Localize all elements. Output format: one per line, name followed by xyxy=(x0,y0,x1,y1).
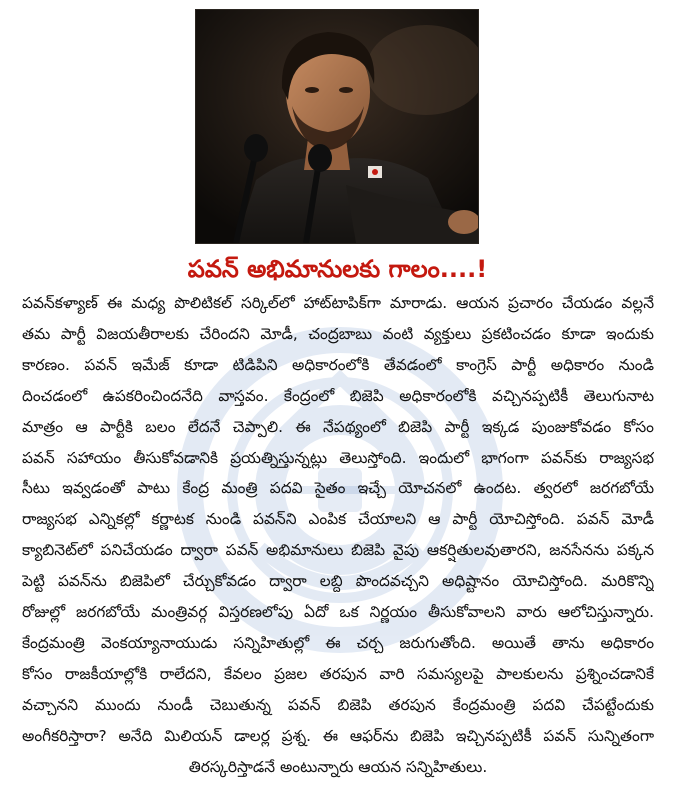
speaker-photo xyxy=(196,10,478,243)
body-line: అంగీకరిస్తారా? అనేది మిలియన్ డాలర్ల ప్రశ్న. ఈ ఆఫర్‌ను బిజెపి ఇచ్చినప్పటికీ పవన్ సున్నితంగా xyxy=(22,726,654,745)
body-line: పవన్‌కళ్యాణ్ ఈ మధ్య పొలిటికల్ సర్కిల్‌లో హాట్‌టాపిక్‌గా మారాడు. ఆయన ప్రచారం చేయడం వల్లనే xyxy=(22,294,654,312)
body-line: తిరస్కరిస్తాడనే అంటున్నారు ఆయన సన్నిహితులు. xyxy=(188,757,488,776)
article-body xyxy=(22,288,654,783)
body-line: పవన్ సహాయం తీసుకోవడానికి ప్రయత్నిస్తున్నట్లు తెలుస్తోంది. ఇందులో భాగంగా పవన్‌కు రాజ్యసభ xyxy=(22,448,654,467)
body-line: కోసం రాజకీయాల్లోకి రాలేదని, కేవలం ప్రజల తరపున వారి సమస్యలపై పాలకులను ప్రశ్నించడానికే xyxy=(22,664,654,683)
body-line: రోజుల్లో జరగబోయే మంత్రివర్గ విస్తరణలోపు ఏదో ఒక నిర్ణయం తీసుకోవాలని వారు ఆలోచిస్తున్నారు. xyxy=(22,603,654,622)
body-line: మాత్రం ఆ పార్టీకి బలం లేదనే చెప్పాలి. ఈ నేపథ్యంలో బిజెపి పార్టీ ఇక్కడ పుంజుకోవడం కోసం xyxy=(22,417,654,436)
body-line: సీటు ఇవ్వడంతో పాటు కేంద్ర మంత్రి పదవి సైతం ఇచ్చే యోచనలో ఉందట. త్వరలో జరగబోయే xyxy=(22,479,654,498)
article-headline: పవన్ అభిమానులకు గాలం....! xyxy=(187,255,488,283)
article-photo xyxy=(196,10,478,243)
body-line: కేంద్రమంత్రి వెంకయ్యానాయుడు సన్నిహితుల్లో ఈ చర్చ జరుగుతోంది. అయితే తాను అధికారం xyxy=(22,633,654,652)
body-line: వచ్చానని ముందు నుండీ చెబుతున్న పవన్ బిజెపి తరపున కేంద్రమంత్రి పదవి చేపట్టేందుకు xyxy=(22,695,654,714)
body-line: క్యాబినెట్‌లో పనిచేయడం ద్వారా పవన్ అభిమానులు బిజెపి వైపు ఆకర్షితులవుతారని, జనసేనను పక్కన xyxy=(22,541,654,560)
body-line: తమ పార్టీ విజయతీరాలకు చేరిందని మోడీ, చంద్రబాబు వంటి వ్యక్తులు ప్రకటించడం కూడా ఇందుకు xyxy=(22,324,654,343)
body-line: రాజ్యసభ ఎన్నికల్లో కర్ణాటక నుండి పవన్‌ని ఎంపిక చేయాలని ఆ పార్టీ యోచిస్తోంది. పవన్ మోడీ xyxy=(22,510,654,529)
body-line: పెట్టి పవన్‌ను బిజెపిలో చేర్చుకోవడం ద్వారా లబ్ది పొందవచ్చని అధిష్టానం యోచిస్తోంది. మరికొన్ని xyxy=(22,572,654,591)
body-line: దించడంలో ఉపకరించిందనేది వాస్తవం. కేంద్రంలో బిజెపి అధికారంలోకి వచ్చినప్పటికీ తెలుగునాట xyxy=(22,386,654,405)
body-line: కారణం. పవన్ ఇమేజ్ కూడా టిడిపిని అధికారంలోకి తేవడంలో కాంగ్రెస్ పార్టీ అధికారం నుండి xyxy=(22,355,654,374)
